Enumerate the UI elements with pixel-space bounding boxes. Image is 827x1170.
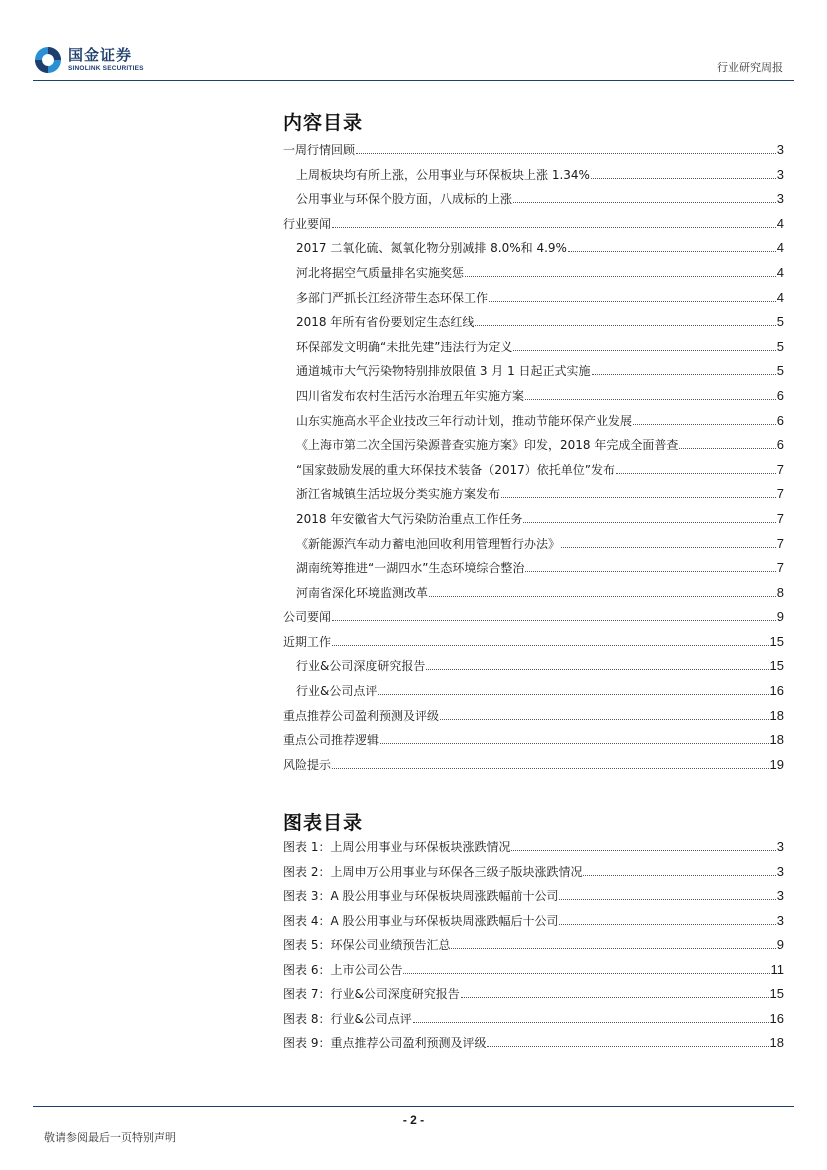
toc-entry-title: 山东实施高水平企业技改三年行动计划，推动节能环保产业发展 [296,413,633,428]
toc-entry-title: 行业&公司点评 [296,684,378,699]
toc-entry-title: 行业&公司深度研究报告 [296,659,426,674]
dot-leader [523,522,775,523]
toc-entry[interactable] [283,633,784,658]
toc-entry-title: 《新能源汽车动力蓄电池回收利用管理暂行办法》 [296,536,561,551]
dot-leader [378,694,768,695]
toc-entry-page: 3 [776,888,784,903]
toc-entry-title: 图表 7：行业&公司深度研究报告 [283,987,460,1001]
toc-entry-title: 湖南统筹推进“一湖四水”生态环境综合整治 [296,561,525,576]
company-logo [33,45,144,75]
toc-entry[interactable] [283,838,784,863]
dot-leader [403,973,769,974]
dot-leader [592,374,776,375]
toc-entry-page: 6 [776,412,784,428]
toc-entry-page: 7 [776,461,784,477]
toc-entry-page: 7 [776,486,784,502]
toc-entry-page: 5 [776,338,784,354]
toc-entry[interactable] [283,1010,784,1035]
toc-entry-title: 一周行情回顾 [283,143,356,157]
toc-entry-title: 近期工作 [283,634,332,649]
toc-entry-page: 5 [776,363,784,379]
toc-entry-page: 3 [776,839,784,854]
toc-entry[interactable] [283,731,784,756]
toc-entry[interactable] [283,461,784,486]
toc-entry-page: 16 [769,1010,784,1026]
dot-leader [513,202,776,203]
report-type: 行业研究周报 [717,61,783,74]
toc-entry-page: 4 [776,240,784,256]
dot-leader [561,547,776,548]
dot-leader [616,473,776,474]
dot-leader [475,325,775,326]
toc-entry-page: 15 [769,658,784,674]
logo-english-name: SINOLINK SECURITIES [68,64,144,72]
table-of-contents [283,141,784,780]
toc-entry-title: 浙江省城镇生活垃圾分类实施方案发布 [296,487,501,502]
toc-entry-title: 公用事业与环保个股方面，八成标的上涨 [296,192,513,207]
toc-entry-title: 环保部发文明确“未批先建”违法行为定义 [296,339,513,354]
dot-leader [332,645,769,646]
logo-chinese-name: 国金证券 [68,45,133,64]
toc-entry-title: 图表 9：重点推荐公司盈利预测及评级 [283,1036,487,1050]
toc-entry[interactable] [283,387,784,412]
toc-entry[interactable] [283,239,784,264]
toc-entry[interactable] [283,936,784,961]
toc-entry[interactable] [283,190,784,215]
dot-leader [332,620,776,621]
toc-entry-page: 15 [769,633,784,649]
toc-entry-title: 图表 1：上周公用事业与环保板块涨跌情况 [283,840,511,854]
toc-entry-title: 上周板块均有所上涨，公用事业与环保板块上涨 1.34% [296,167,590,182]
toc-entry-page: 19 [769,756,784,772]
dot-leader [451,948,775,949]
dot-leader [489,301,776,302]
toc-entry-page: 16 [769,683,784,699]
toc-entry-title: 风险提示 [283,757,332,772]
toc-entry-title: 河北将据空气质量排名实施奖惩 [296,265,465,280]
toc-entry[interactable] [283,313,784,338]
toc-entry[interactable] [283,863,784,888]
toc-entry[interactable] [283,215,784,240]
dot-leader [356,153,776,154]
toc-entry-page: 3 [776,912,784,928]
toc-entry[interactable] [283,961,784,986]
toc-entry[interactable] [283,584,784,609]
toc-entry-title: 2018 年安徽省大气污染防治重点工作任务 [296,511,523,526]
toc-entry[interactable] [283,608,784,633]
dot-leader [332,227,776,228]
toc-entry[interactable] [283,912,784,937]
toc-entry[interactable] [283,362,784,387]
toc-entry-title: 2018 年所有省份要划定生态红线 [296,315,475,330]
disclaimer-note: 敬请参阅最后一页特别声明 [44,1131,176,1144]
dot-leader [380,743,769,744]
toc-entry-title: 图表 3：A 股公用事业与环保板块周涨跌幅前十公司 [283,889,559,903]
toc-entry-title: 行业要闻 [283,216,332,231]
toc-entry[interactable] [283,657,784,682]
toc-entry[interactable] [283,559,784,584]
toc-entry[interactable] [283,166,784,191]
toc-entry-title: 《上海市第二次全国污染源普查实施方案》印发，2018 年完成全面普查 [296,438,679,453]
dot-leader [429,596,776,597]
toc-entry-title: 四川省发布农村生活污水治理五年实施方案 [296,388,525,403]
toc-entry-page: 18 [769,732,784,748]
toc-entry[interactable] [283,485,784,510]
dot-leader [511,850,775,851]
list-of-figures [283,838,784,1059]
dot-leader [559,899,775,900]
toc-entry-title: 多部门严抓长江经济带生态环保工作 [296,290,489,305]
toc-entry-title: 图表 4：A 股公用事业与环保板块周涨跌幅后十公司 [283,913,559,928]
toc-entry-title: 河南省深化环境监测改革 [296,585,429,600]
toc-entry[interactable] [283,1034,784,1059]
toc-entry[interactable] [283,985,784,1010]
dot-leader [465,276,776,277]
toc-entry-page: 15 [769,986,784,1001]
dot-leader [461,997,769,998]
toc-entry[interactable] [283,264,784,289]
dot-leader [413,1022,769,1023]
toc-entry-page: 3 [776,191,784,207]
dot-leader [525,571,775,572]
page-number: - 2 - [402,1113,425,1127]
toc-entry-title: 图表 5：环保公司业绩预告汇总 [283,938,451,952]
toc-entry[interactable] [283,707,784,732]
toc-entry[interactable] [283,535,784,560]
toc-entry-title: 重点公司推荐逻辑 [283,733,380,748]
figures-heading: 图表目录 [283,812,364,834]
toc-entry-page: 18 [769,1035,784,1050]
toc-entry-title: 通道城市大气污染物特别排放限值 3 月 1 日起正式实施 [296,364,591,379]
dot-leader [679,448,775,449]
toc-entry[interactable] [283,412,784,437]
toc-entry[interactable] [283,887,784,912]
dot-leader [591,178,776,179]
toc-entry-page: 8 [776,584,784,600]
dot-leader [633,424,776,425]
toc-entry[interactable] [283,436,784,461]
dot-leader [501,497,776,498]
toc-entry-title: 重点推荐公司盈利预测及评级 [283,708,440,723]
toc-entry-page: 3 [776,166,784,182]
footer-divider [33,1106,794,1107]
toc-entry-page: 4 [776,215,784,231]
toc-entry-page: 3 [776,863,784,879]
toc-entry-page: 6 [776,437,784,453]
toc-heading: 内容目录 [283,112,364,134]
dot-leader [568,251,776,252]
toc-entry-page: 4 [776,289,784,305]
toc-entry-title: 图表 2：上周申万公用事业与环保各三级子版块涨跌情况 [283,864,583,879]
toc-entry-page: 3 [776,142,784,157]
dot-leader [440,719,769,720]
toc-entry-title: 公司要闻 [283,610,332,625]
toc-entry-page: 4 [776,264,784,280]
dot-leader [559,924,775,925]
toc-entry[interactable] [283,682,784,707]
toc-entry-page: 6 [776,387,784,403]
toc-entry-title: 2017 二氧化硫、氮氧化物分别减排 8.0%和 4.9% [296,241,567,256]
logo-mark-icon [33,45,63,75]
toc-entry-page: 11 [770,961,784,977]
toc-entry[interactable] [283,338,784,363]
toc-entry[interactable] [283,756,784,781]
toc-entry-page: 9 [776,609,784,625]
dot-leader [332,768,769,769]
toc-entry[interactable] [283,289,784,314]
toc-entry[interactable] [283,141,784,166]
toc-entry-page: 7 [776,510,784,526]
toc-entry-title: 图表 8：行业&公司点评 [283,1011,412,1026]
header-divider [33,80,794,81]
toc-entry-title: “国家鼓励发展的重大环保技术装备（2017）依托单位”发布 [296,462,615,477]
dot-leader [583,875,775,876]
toc-entry-page: 7 [776,535,784,551]
toc-entry-page: 7 [776,560,784,576]
toc-entry-page: 5 [776,314,784,330]
dot-leader [513,350,775,351]
toc-entry-page: 9 [776,937,784,952]
toc-entry[interactable] [283,510,784,535]
dot-leader [426,669,768,670]
toc-entry-page: 18 [769,707,784,723]
dot-leader [487,1046,768,1047]
toc-entry-title: 图表 6：上市公司公告 [283,962,403,977]
dot-leader [525,399,776,400]
